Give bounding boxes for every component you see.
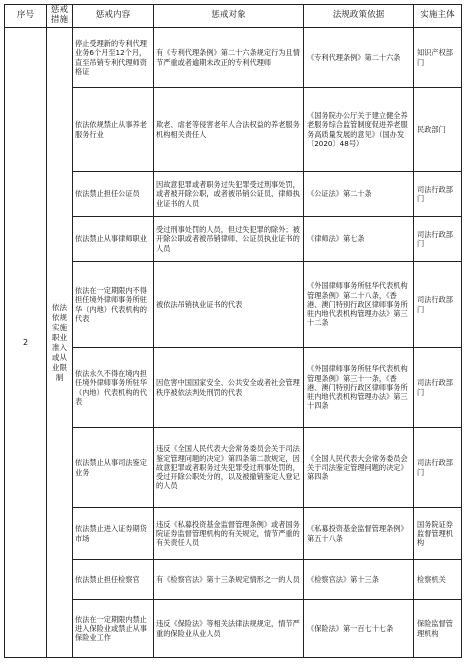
table-row [5, 28, 462, 88]
row-target: 受过刑事处罚的人员，但过失犯罪的除外；被开除公职或者被吊销律师、公证员执业证书的人员 [154, 217, 304, 262]
row-content: 依法依规禁止从事养老服务行业 [73, 88, 154, 172]
table-row [5, 88, 462, 172]
row-body: 司法行政部门 [414, 217, 462, 262]
table-row [5, 428, 462, 508]
row-body: 司法行政部门 [414, 428, 462, 508]
table-row [5, 600, 462, 658]
row-basis: 《保险法》第一百七十七条 [304, 600, 414, 658]
table-row [5, 508, 462, 560]
table-row [5, 560, 462, 600]
row-basis: 《公证法》第二十条 [304, 172, 414, 217]
group-number: 2 [5, 28, 47, 658]
row-basis: 《私募投资基金监督管理条例》第五十八条 [304, 508, 414, 560]
row-target: 被依法吊销执业证书的代表 [154, 262, 304, 348]
row-content: 依法禁止从事司法鉴定业务 [73, 428, 154, 508]
row-body: 保险监督管理机构 [414, 600, 462, 658]
row-target: 因故意犯罪或者职务过失犯罪受过刑事处罚，或者被开除公职，或者被吊销公证员、律师执业证书的人员 [154, 172, 304, 217]
row-target: 有《检察官法》第十三条规定情形之一的人员 [154, 560, 304, 600]
table-row [5, 172, 462, 217]
header-no: 序号 [5, 5, 47, 28]
row-basis: 《外国律师事务所驻华代表机构管理条例》第二十八条，《香港、澳门特别行政区律师事务所驻内地代表机构管理办法》第三十二条 [304, 262, 414, 348]
row-basis: 《检察官法》第十三条 [304, 560, 414, 600]
row-basis: 《专利代理条例》第二十六条 [304, 28, 414, 88]
table-row [5, 348, 462, 428]
table-header-row [5, 5, 462, 28]
row-content: 依法禁止进入证券期货市场 [73, 508, 154, 560]
row-content: 依法禁止从事律师职业 [73, 217, 154, 262]
row-body: 司法行政部门 [414, 348, 462, 428]
row-target: 违反《私募投资基金监督管理条例》或者国务院证券监督管理机构的有关规定，情节严重的有关责任人员 [154, 508, 304, 560]
table-row [5, 262, 462, 348]
row-body: 司法行政部门 [414, 172, 462, 217]
row-target: 违反《全国人民代表大会常务委员会关于司法鉴定管理问题的决定》第四条第二款规定，因故意犯罪或者职务过失犯罪受过刑事处罚的，受过开除公职处分的，以及被撤销鉴定人登记的人员 [154, 428, 304, 508]
row-content: 依法禁止担任检察官 [73, 560, 154, 600]
row-content: 停止受理新的专利代理业务6个月至12个月，直至吊销专利代理师资格证 [73, 28, 154, 88]
row-body: 司法行政部门 [414, 262, 462, 348]
header-measure: 惩戒措施 [47, 5, 73, 28]
header-body: 实施主体 [414, 5, 462, 28]
row-basis: 《国务院办公厅关于建立健全养老服务综合监管制度促进养老服务高质量发展的意见》（国办发〔2020〕48号） [304, 88, 414, 172]
row-body: 国务院证券监督管理机构 [414, 508, 462, 560]
row-content: 依法在一定期限内不得担任境外律师事务所驻华（内地）代表机构的代表 [73, 262, 154, 348]
table-row [5, 217, 462, 262]
row-basis: 《全国人民代表大会常务委员会关于司法鉴定管理问题的决定》第四条 [304, 428, 414, 508]
row-content: 依法禁止担任公证员 [73, 172, 154, 217]
row-target: 有《专利代理条例》第二十六条规定行为且情节严重或者逾期未改正的专利代理师 [154, 28, 304, 88]
row-content: 依法在一定期限内禁止进入保险业或禁止从事保险业工作 [73, 600, 154, 658]
row-body: 检察机关 [414, 560, 462, 600]
row-body: 知识产权部门 [414, 28, 462, 88]
header-content: 惩戒内容 [73, 5, 154, 28]
row-target: 因危害中国国家安全、公共安全或者社会管理秩序被依法判处刑罚的代表 [154, 348, 304, 428]
header-target: 惩戒对象 [154, 5, 304, 28]
row-basis: 《律师法》第七条 [304, 217, 414, 262]
row-target: 违反《保险法》等相关法律法规规定，情节严重的保险业从业人员 [154, 600, 304, 658]
penalty-measures-table [4, 4, 462, 658]
group-measure: 依法依规实施职业准入或从业限制 [47, 28, 73, 658]
row-body: 民政部门 [414, 88, 462, 172]
header-basis: 法规政策依据 [304, 5, 414, 28]
row-content: 依法永久不得在境内担任境外律师事务所驻华（内地）代表机构的代表 [73, 348, 154, 428]
row-basis: 《外国律师事务所驻华代表机构管理条例》第三十一条，《香港、澳门特别行政区律师事务所驻内地代表机构管理办法》第三十四条 [304, 348, 414, 428]
row-target: 欺老、虐老等侵害老年人合法权益的养老服务机构相关责任人 [154, 88, 304, 172]
